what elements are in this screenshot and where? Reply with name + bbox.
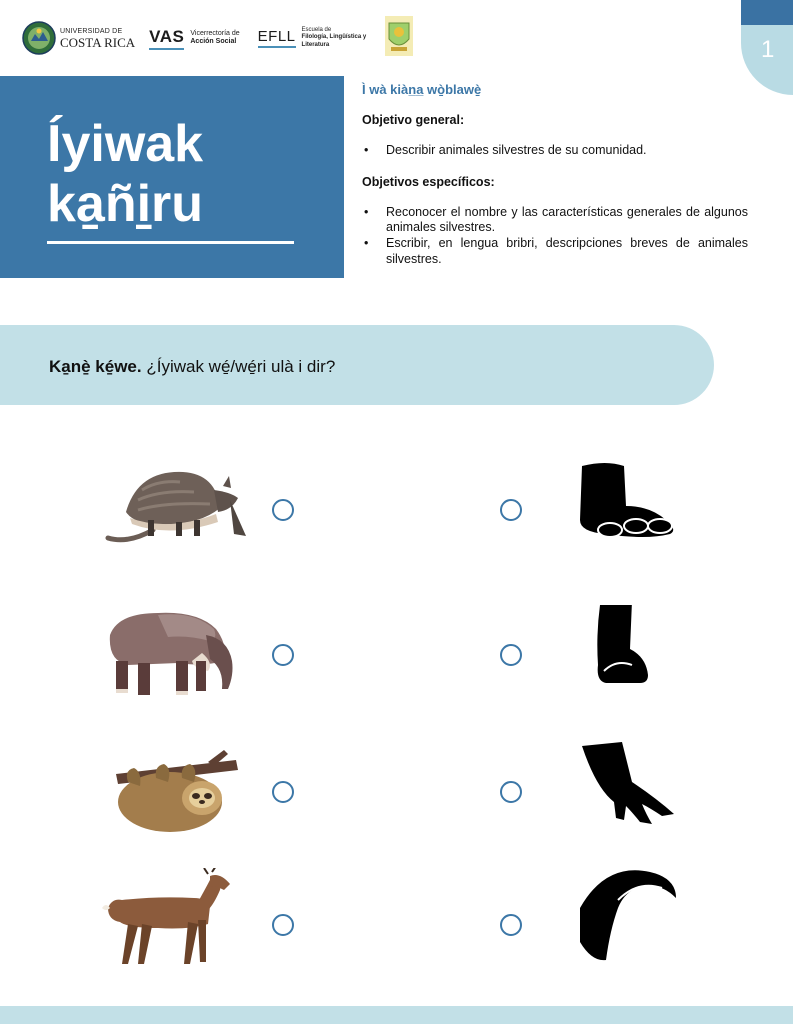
armadillo-foot-silhouette [566,460,686,560]
efll-line2: Filología, Lingüística y [301,34,367,41]
corner-strip [741,0,793,25]
answer-circle-track-3[interactable] [500,781,522,803]
page-corner [741,0,793,95]
answer-circle-animal-4[interactable] [272,914,294,936]
answer-circle-track-2[interactable] [500,644,522,666]
general-objective-label: Objetivo general: [362,113,465,127]
objectives-section [362,82,748,283]
ucr-seal-icon [22,21,56,55]
efll-logo [258,27,367,50]
ucr-logo [22,21,135,55]
armadillo-illustration [98,460,248,560]
tapir-foot-silhouette [566,605,686,705]
answer-circle-track-1[interactable] [500,499,522,521]
shield-icon [384,15,414,57]
activity-row-1 [0,460,793,560]
title-line-2: ka̱ñi̱ru [47,175,204,233]
title-block [0,76,344,278]
footer-band [0,1006,793,1024]
list-item: • Reconocer el nombre y las características generales de algunos animales silvestres. [362,205,748,236]
vas-line2: Acción Social [190,38,237,45]
deer-hoof-silhouette [566,868,686,968]
efll-mark: EFLL [258,28,296,48]
vas-logo [149,27,240,50]
vas-mark: VAS [149,27,184,50]
activity-row-2 [0,605,793,705]
page-number: 1 [761,36,775,63]
deer-illustration [98,868,248,968]
answer-circle-track-4[interactable] [500,914,522,936]
ucr-line1: UNIVERSIDAD DE [60,27,123,35]
instruction-band [0,325,714,405]
activity-row-3 [0,742,793,842]
objectives-heading: Ì wà kiàn̲a̲ wò̱blawè̱ [362,82,482,97]
answer-circle-animal-3[interactable] [272,781,294,803]
answer-circle-animal-2[interactable] [272,644,294,666]
title-line-1: Íyiwak [47,115,204,173]
title-underline [47,241,294,244]
specific-objectives-label: Objetivos específicos: [362,174,495,189]
list-item: • Describir animales silvestres de su comunidad. [362,143,748,159]
list-item: • Escribir, en lengua bribri, descripciones breves de animales silvestres. [362,236,748,267]
instruction-question: ¿Íyiwak wé̱/wé̱ri ulà i dir? [141,357,336,376]
instruction-bold: Ka̱nè̱ ké̱we. [49,357,142,376]
efll-line3: Literatura [301,41,330,48]
efll-line1: Escuela de [301,26,332,33]
shield-logo [384,15,414,62]
instruction-text [49,357,335,377]
activity-row-4 [0,868,793,968]
answer-circle-animal-1[interactable] [272,499,294,521]
sloth-foot-silhouette [566,742,686,842]
general-objective-list [362,143,748,159]
specific-objectives-list [362,205,748,268]
ucr-line2: COSTA RICA [60,34,136,50]
tapir-illustration [98,605,248,705]
header-logos [22,14,414,62]
vas-line1: Vicerrectoría de [190,29,240,37]
sloth-illustration [98,742,248,842]
